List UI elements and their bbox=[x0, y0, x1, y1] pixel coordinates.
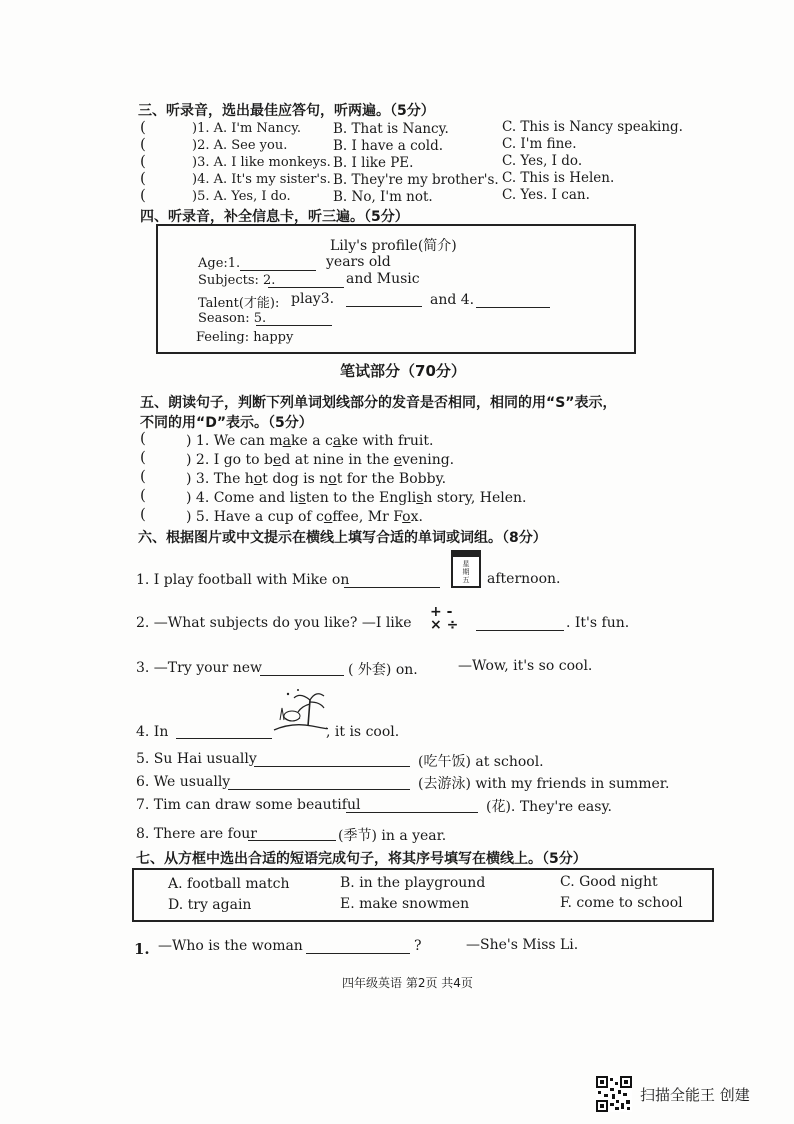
s6-q4-pre: 4. In bbox=[136, 724, 169, 740]
section-7-title: 七、从方框中选出合适的短语完成句子，将其序号填写在横线上。（5分） bbox=[136, 851, 587, 867]
s3-q2-b: B. I have a cold. bbox=[333, 138, 444, 154]
section-4-title: 四、听录音，补全信息卡，听三遍。（5分） bbox=[140, 209, 409, 225]
answer-paren: ( bbox=[140, 486, 146, 504]
s3-q1-c: C. This is Nancy speaking. bbox=[502, 119, 683, 135]
s6-q3-blank[interactable] bbox=[260, 661, 344, 676]
talent-blank-3[interactable] bbox=[346, 292, 422, 307]
option-c: C. Good night bbox=[560, 874, 658, 890]
calendar-day: 星期五 bbox=[462, 560, 470, 584]
answer-paren: ( bbox=[140, 169, 146, 187]
season-blank[interactable] bbox=[256, 311, 332, 326]
s3-q2-c: C. I'm fine. bbox=[502, 136, 577, 152]
s6-q4-post: , it is cool. bbox=[326, 724, 400, 740]
s3-q1-a: )1. A. I'm Nancy. bbox=[192, 121, 301, 136]
autumn-scene-icon bbox=[272, 686, 328, 736]
answer-paren: ( bbox=[140, 467, 146, 485]
scanner-watermark: 扫描全能王 创建 bbox=[640, 1086, 750, 1104]
s6-q1-blank[interactable] bbox=[344, 573, 440, 588]
age-blank[interactable] bbox=[240, 256, 316, 271]
s5-q1: ) 1. We can make a cake with fruit. bbox=[186, 433, 434, 449]
s6-q5-blank[interactable] bbox=[254, 752, 410, 767]
s3-q4-c: C. This is Helen. bbox=[502, 170, 615, 186]
s3-q3-c: C. Yes, I do. bbox=[502, 153, 583, 169]
subjects-label: Subjects: 2. bbox=[198, 273, 276, 288]
s6-q5-pre: 5. Su Hai usually bbox=[136, 751, 257, 767]
s6-q1-post: afternoon. bbox=[487, 571, 561, 587]
s3-q3-a: )3. A. I like monkeys. bbox=[192, 155, 331, 170]
s3-q5-c: C. Yes. I can. bbox=[502, 187, 590, 203]
calendar-icon bbox=[451, 550, 481, 588]
s6-q6-blank[interactable] bbox=[228, 775, 410, 790]
s6-q1-pre: 1. I play football with Mike on bbox=[136, 572, 350, 588]
s6-q2-post: . It's fun. bbox=[566, 615, 630, 631]
feeling-text: Feeling: happy bbox=[196, 330, 294, 345]
s6-q3-pre: 3. —Try your new bbox=[136, 660, 262, 676]
s7-q1-pre: —Who is the woman bbox=[158, 938, 303, 954]
s7-q1-num: 1. bbox=[134, 940, 150, 958]
s3-q3-b: B. I like PE. bbox=[333, 155, 414, 171]
s6-q2-pre: 2. —What subjects do you like? —I like bbox=[136, 615, 412, 631]
s5-q3: ) 3. The hot dog is not for the Bobby. bbox=[186, 471, 447, 487]
s3-q2-a: )2. A. See you. bbox=[192, 138, 288, 153]
age-label: Age:1. bbox=[198, 256, 241, 271]
s6-q7-blank[interactable] bbox=[346, 798, 478, 813]
s6-q6-post: (去游泳) with my friends in summer. bbox=[418, 776, 670, 792]
s3-q5-a: )5. A. Yes, I do. bbox=[192, 189, 291, 204]
s6-q4-blank[interactable] bbox=[176, 724, 272, 739]
s5-q4: ) 4. Come and listen to the English story, Helen. bbox=[186, 490, 527, 506]
s6-q3-reply: —Wow, it's so cool. bbox=[458, 658, 593, 674]
page-footer: 四年级英语 第2页 共4页 bbox=[342, 976, 473, 990]
section-5-title-line2: 不同的用“D”表示。（5分） bbox=[140, 415, 313, 431]
s3-q5-b: B. No, I'm not. bbox=[333, 189, 433, 205]
s6-q8-post: (季节) in a year. bbox=[338, 828, 447, 844]
talent-label: Talent(才能): bbox=[198, 296, 280, 311]
s3-q4-a: )4. A. It's my sister's. bbox=[192, 172, 331, 187]
subjects-blank[interactable] bbox=[268, 273, 344, 288]
s5-q5: ) 5. Have a cup of coffee, Mr Fox. bbox=[186, 509, 423, 525]
age-suffix: years old bbox=[326, 254, 391, 270]
s6-q6-pre: 6. We usually bbox=[136, 774, 231, 790]
s7-q1-post: ? bbox=[414, 938, 422, 954]
s7-q1-reply: —She's Miss Li. bbox=[466, 937, 579, 953]
section-6-title: 六、根据图片或中文提示在横线上填写合适的单词或词组。（8分） bbox=[138, 530, 547, 546]
profile-card-title: Lily's profile(简介) bbox=[330, 238, 457, 254]
talent-play: play3. bbox=[291, 291, 335, 307]
answer-paren: ( bbox=[140, 152, 146, 170]
s7-q1-blank[interactable] bbox=[306, 939, 410, 954]
s5-q2: ) 2. I go to bed at nine in the evening. bbox=[186, 452, 455, 468]
s6-q3-post: ( 外套) on. bbox=[348, 662, 418, 678]
s6-q7-post: (花). They're easy. bbox=[486, 799, 612, 815]
talent-blank-4[interactable] bbox=[476, 293, 550, 308]
section-3-title: 三、听录音，选出最佳应答句，听两遍。（5分） bbox=[138, 103, 435, 119]
talent-and: and 4. bbox=[430, 292, 475, 308]
section-5-title-line1: 五、朗读句子，判断下列单词划线部分的发音是否相同，相同的用“S”表示， bbox=[140, 395, 617, 411]
answer-paren: ( bbox=[140, 505, 146, 523]
answer-paren: ( bbox=[140, 448, 146, 466]
written-part-heading: 笔试部分（70分） bbox=[340, 362, 466, 380]
qr-code-icon bbox=[596, 1076, 632, 1112]
s6-q8-pre: 8. There are four bbox=[136, 826, 257, 842]
option-d: D. try again bbox=[168, 897, 252, 913]
subjects-suffix: and Music bbox=[346, 271, 420, 287]
math-symbols-icon: + - × ÷ bbox=[430, 604, 459, 633]
s3-q4-b: B. They're my brother's. bbox=[333, 172, 499, 188]
option-e: E. make snowmen bbox=[340, 896, 470, 912]
s6-q7-pre: 7. Tim can draw some beautiful bbox=[136, 797, 361, 813]
answer-paren: ( bbox=[140, 186, 146, 204]
option-f: F. come to school bbox=[560, 895, 683, 911]
s6-q5-post: (吃午饭) at school. bbox=[418, 754, 544, 770]
s6-q2-blank[interactable] bbox=[476, 616, 564, 631]
answer-paren: ( bbox=[140, 429, 146, 447]
s6-q8-blank[interactable] bbox=[248, 826, 336, 841]
option-a: A. football match bbox=[168, 876, 290, 892]
option-b: B. in the playground bbox=[340, 875, 486, 891]
answer-paren: ( bbox=[140, 135, 146, 153]
s3-q1-b: B. That is Nancy. bbox=[333, 121, 449, 137]
answer-paren: ( bbox=[140, 118, 146, 136]
season-label: Season: 5. bbox=[198, 311, 267, 326]
